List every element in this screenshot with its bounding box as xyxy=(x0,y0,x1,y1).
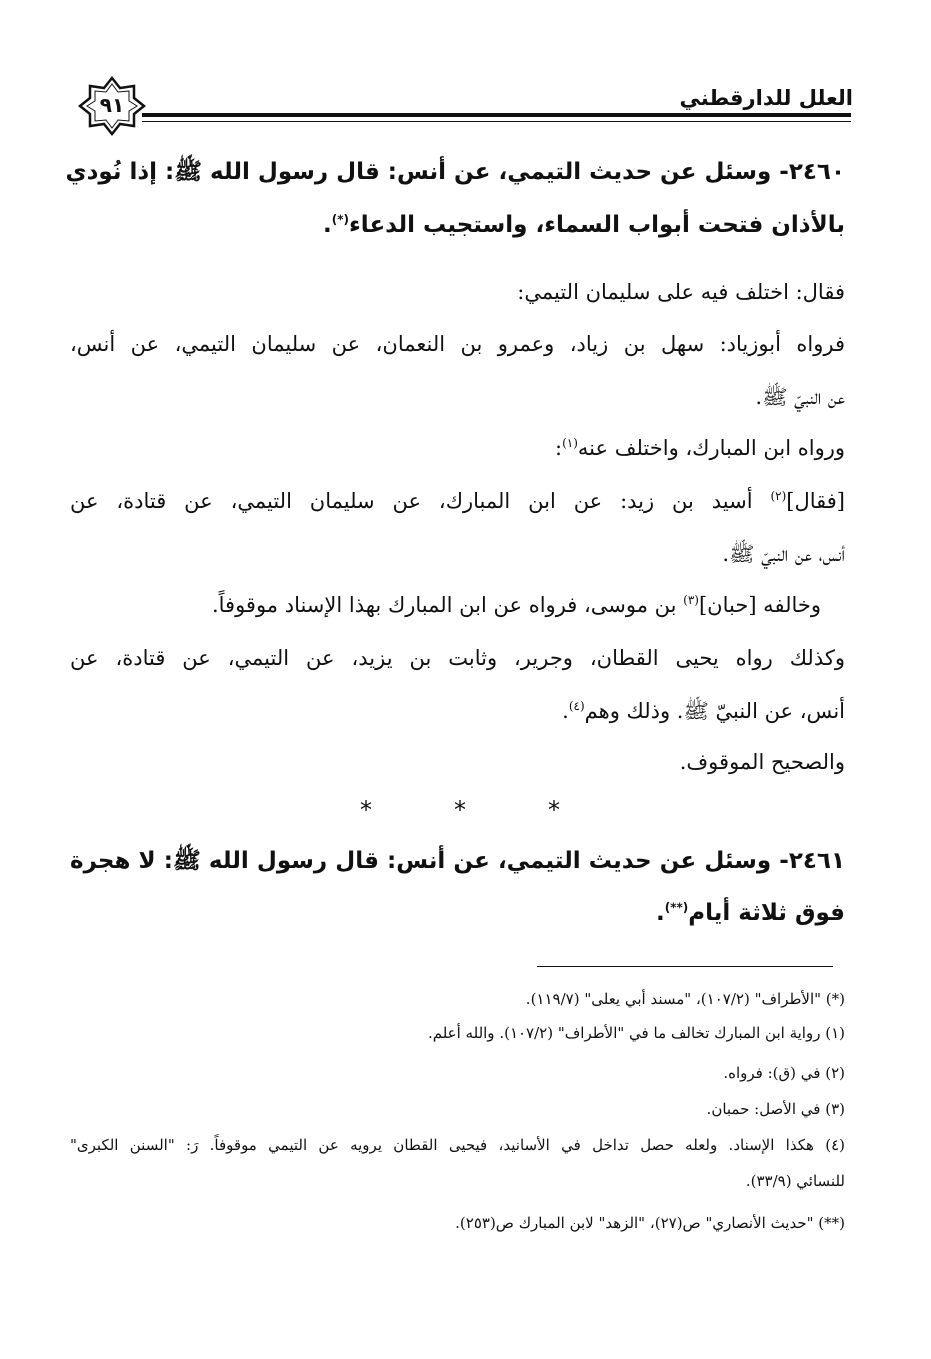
header-rule-thick xyxy=(142,113,851,117)
footnote-ref-double-star: (**) xyxy=(664,900,689,915)
footnote-ref-4: (٤) xyxy=(568,699,585,713)
paragraph-4-line2: أنس، عن النبيّ ﷺ. xyxy=(722,542,845,566)
paragraph-5-rest: بن موسى، فرواه عن ابن المبارك بهذا الإسناد موقوفاً. xyxy=(211,593,684,617)
entry-2461-heading-line2 xyxy=(656,900,845,926)
paragraph-3-text: ورواه ابن المبارك، واختلف عنه xyxy=(577,436,845,460)
footnote-3: (٣) في الأصل: حمبان. xyxy=(706,1100,845,1118)
footnote-4-line1: (٤) هكذا الإسناد. ولعله حصل تداخل في الأسانيد، فيحيى القطان يرويه عن التيمي موقوفاً. رَ: "السنن الكبرى" xyxy=(70,1136,845,1154)
paragraph-6-text: أنس، عن النبيّ ﷺ. وذلك وهم xyxy=(584,699,845,723)
paragraph-7: والصحيح الموقوف. xyxy=(679,750,845,774)
paragraph-2-line1: فرواه أبوزياد: سهل بن زياد، وعمرو بن النعمان، عن سليمان التيمي، عن أنس، xyxy=(70,332,845,356)
paragraph-5-start: وخالفه [حبان] xyxy=(698,593,821,617)
entry-2460-heading-line2 xyxy=(323,212,845,238)
footnote-double-star: (**) "حديث الأنصاري" ص(٢٧)، "الزهد" لابن المبارك ص(٢٥٣). xyxy=(455,1214,845,1232)
paragraph-4-text: أسيد بن زيد: عن ابن المبارك، عن سليمان التيمي، عن قتادة، عن xyxy=(70,489,771,513)
separator-star: * xyxy=(548,796,560,824)
entry-2461-heading-line1: ٢٤٦١- وسئل عن حديث التيمي، عن أنس: قال رسول الله ﷺ: لا هجرة xyxy=(70,848,845,874)
paragraph-2-line2: عن النبيّ ﷺ. xyxy=(755,385,845,409)
footnote-ref-1: (١) xyxy=(562,436,578,450)
separator-star: * xyxy=(360,796,372,824)
paragraph-1: فقال: اختلف فيه على سليمان التيمي: xyxy=(517,280,845,304)
entry-2461-heading-text: فوق ثلاثة أيام xyxy=(688,900,845,926)
running-header-title: العلل للدارقطني xyxy=(679,86,853,110)
footnote-separator-rule xyxy=(537,966,833,967)
paragraph-5 xyxy=(212,593,821,617)
paragraph-6-end: . xyxy=(562,699,569,723)
footnote-ref-star: (*) xyxy=(331,212,350,227)
section-separator xyxy=(360,796,560,824)
footnote-ref-2: (٢) xyxy=(770,489,787,503)
entry-2461-heading-end: . xyxy=(655,900,665,926)
footnote-1: (١) رواية ابن المبارك تخالف ما في "الأطراف" (١٠٧/٢). والله أعلم. xyxy=(427,1024,845,1042)
separator-star: * xyxy=(454,796,466,824)
paragraph-3-end: : xyxy=(555,436,563,460)
entry-2460-heading-text: بالأذان فتحت أبواب السماء، واستجيب الدعاء xyxy=(349,212,845,238)
paragraph-6-line2 xyxy=(562,698,845,729)
footnote-2: (٢) في (ق): فرواه. xyxy=(723,1064,845,1082)
entry-2460-heading-end: . xyxy=(323,212,332,238)
paragraph-4-line1 xyxy=(70,489,845,513)
page-number-badge xyxy=(78,76,146,136)
footnote-ref-3: (٣) xyxy=(683,593,699,607)
footnote-4-line2: للنسائي (٣٣/٩). xyxy=(745,1172,845,1190)
page-number: ٩١ xyxy=(99,93,125,117)
paragraph-3 xyxy=(555,436,845,460)
entry-2460-heading-line1: ٢٤٦٠- وسئل عن حديث التيمي، عن أنس: قال رسول الله ﷺ: إذا نُودي xyxy=(65,159,845,185)
footnote-star: (*) "الأطراف" (١٠٧/٢)، "مسند أبي يعلى" (١١٩/٧). xyxy=(525,990,845,1008)
header-rule-thin xyxy=(142,121,851,122)
paragraph-4-bracket: [فقال] xyxy=(786,489,845,513)
paragraph-6-line1: وكذلك رواه يحيى القطان، وجرير، وثابت بن يزيد، عن التيمي، عن قتادة، عن xyxy=(70,646,845,670)
